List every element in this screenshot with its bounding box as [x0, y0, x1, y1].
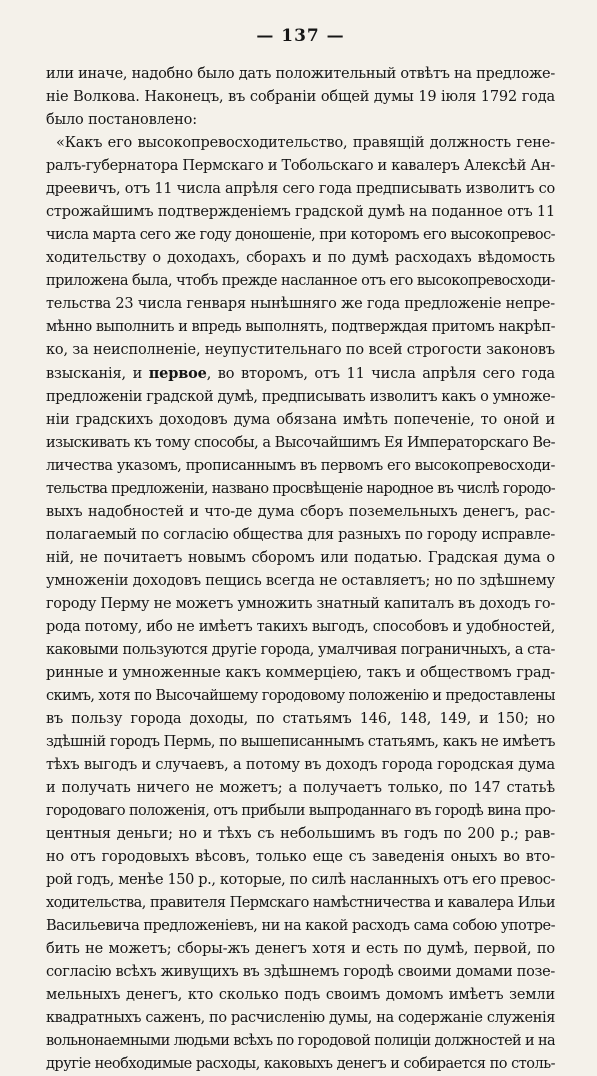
text-line: городу Перму не можетъ умножить знатный капиталъ въ доходъ го-	[46, 596, 555, 612]
text-line: ралъ-губернатора Пермскаго и Тобольскаго и кавалеръ Алексѣй Ан-	[46, 158, 555, 174]
emphasized-word: первое	[148, 365, 207, 382]
text-line: полагаемый по согласію общества для разныхъ по городу исправле-	[46, 527, 555, 543]
text-line: предложеніи градской думѣ, предписывать изволитъ какъ о умноже-	[46, 389, 555, 405]
text-line: «Какъ его высокопревосходительство, правящій должность гене-	[56, 135, 555, 151]
text-line: рода потому, ибо не имѣетъ такихъ выгодъ, способовъ и удобностей,	[46, 619, 555, 635]
text-line: вольнонаемными людьми всѣхъ по городовой полиціи должностей и на	[46, 1033, 555, 1049]
text-line: или иначе, надобно было дать положительный отвѣтъ на предложе-	[46, 66, 555, 82]
text-line: ній, не почитаетъ новымъ сборомъ или податью. Градская дума о	[46, 550, 555, 566]
text-line: выхъ надобностей и что-де дума сборъ поземельныхъ денегъ, рас-	[46, 504, 555, 520]
text-line: ніи градскихъ доходовъ дума обязана имѣть попеченіе, то оной и	[46, 412, 555, 428]
text-line: Васильевича предложеніевъ, ни на какой расходъ сама собою употре-	[46, 918, 555, 934]
text-segment: , во второмъ, отъ 11 числа апрѣля сего года	[206, 366, 555, 382]
text-line: центныя деньги; но и тѣхъ съ небольшимъ въ годъ по 200 р.; рав-	[46, 826, 555, 842]
text-line: было постановлено:	[46, 112, 197, 128]
body-text	[46, 63, 555, 1076]
text-line: умноженіи доходовъ пещись всегда не оставляетъ; но по здѣшнему	[46, 573, 555, 589]
text-line: квадратныхъ саженъ, по расчисленію думы, на содержаніе служенія	[46, 1010, 555, 1026]
text-line: строжайшимъ подтвержденіемъ градской думѣ на поданное отъ 11	[46, 204, 555, 220]
text-line: тѣхъ выгодъ и случаевъ, а потому въ доходъ города городская дума	[46, 757, 555, 773]
text-line: мельныхъ денегъ, кто сколько подъ своимъ домомъ имѣетъ земли	[46, 987, 555, 1003]
text-line: ніе Волкова. Наконецъ, въ собраніи общей думы 19 іюля 1792 года	[46, 89, 555, 105]
text-line: каковыми пользуются другіе города, умалчивая пограничныхъ, а ста-	[46, 642, 555, 658]
text-line: согласію всѣхъ живущихъ въ здѣшнемъ городѣ своими домами позе-	[46, 964, 555, 980]
text-line: и получать ничего не можетъ; а получаетъ только, по 147 статьѣ	[46, 780, 555, 796]
text-line: бить не можетъ; сборы-жъ денегъ хотя и есть по думѣ, первой, по	[46, 941, 555, 957]
text-line: мѣнно выполнить и впредь выполнять, подтверждая притомъ накрѣп-	[46, 319, 555, 335]
text-line	[46, 362, 555, 386]
text-line: личества указомъ, прописаннымъ въ первомъ его высокопревосходи-	[46, 458, 555, 474]
text-line: изыскивать къ тому способы, а Высочайшимъ Ея Императорскаго Ве-	[46, 435, 555, 451]
text-line: другіе необходимые расходы, каковыхъ денегъ и собирается по столь-	[46, 1056, 555, 1072]
text-line: приложена была, чтобъ прежде насланное отъ его высокопревосходи-	[46, 273, 555, 289]
text-line: но отъ городовыхъ вѣсовъ, только еще съ заведенія оныхъ во вто-	[46, 849, 555, 865]
text-line: скимъ, хотя по Высочайшему городовому положенію и предоставлены	[46, 688, 555, 704]
text-line: въ пользу города доходы, по статьямъ 146, 148, 149, и 150; но	[46, 711, 555, 727]
text-line: ходительства, правителя Пермскаго намѣстничества и кавалера Ильи	[46, 895, 555, 911]
text-line: рой годъ, менѣе 150 р., которые, по силѣ насланныхъ отъ его превос-	[46, 872, 555, 888]
text-line: тельства предложеніи, названо просвѣщеніе народное въ числѣ городо-	[46, 481, 555, 497]
text-line: здѣшній городъ Пермь, по вышеписаннымъ статьямъ, какъ не имѣетъ	[46, 734, 555, 750]
page-number: — 137 —	[256, 26, 345, 46]
text-line: числа марта сего же году доношеніе, при которомъ его высокопревос-	[46, 227, 555, 243]
text-line: ко, за неисполненіе, неупустительнаго по всей строгости законовъ	[46, 342, 555, 358]
text-line: городоваго положенія, отъ прибыли выпроданнаго въ городѣ вина про-	[46, 803, 555, 819]
text-line: тельства 23 числа генваря нынѣшняго же года предложеніе непре-	[46, 296, 555, 312]
text-segment: взысканія, и	[46, 366, 149, 382]
text-line: ринные и умноженные какъ коммерціею, такъ и обществомъ град-	[46, 665, 555, 681]
text-line: ходительству о доходахъ, сборахъ и по думѣ расходахъ вѣдомость	[46, 250, 555, 266]
text-line: дреевичъ, отъ 11 числа апрѣля сего года предписывать изволитъ со	[46, 181, 555, 197]
